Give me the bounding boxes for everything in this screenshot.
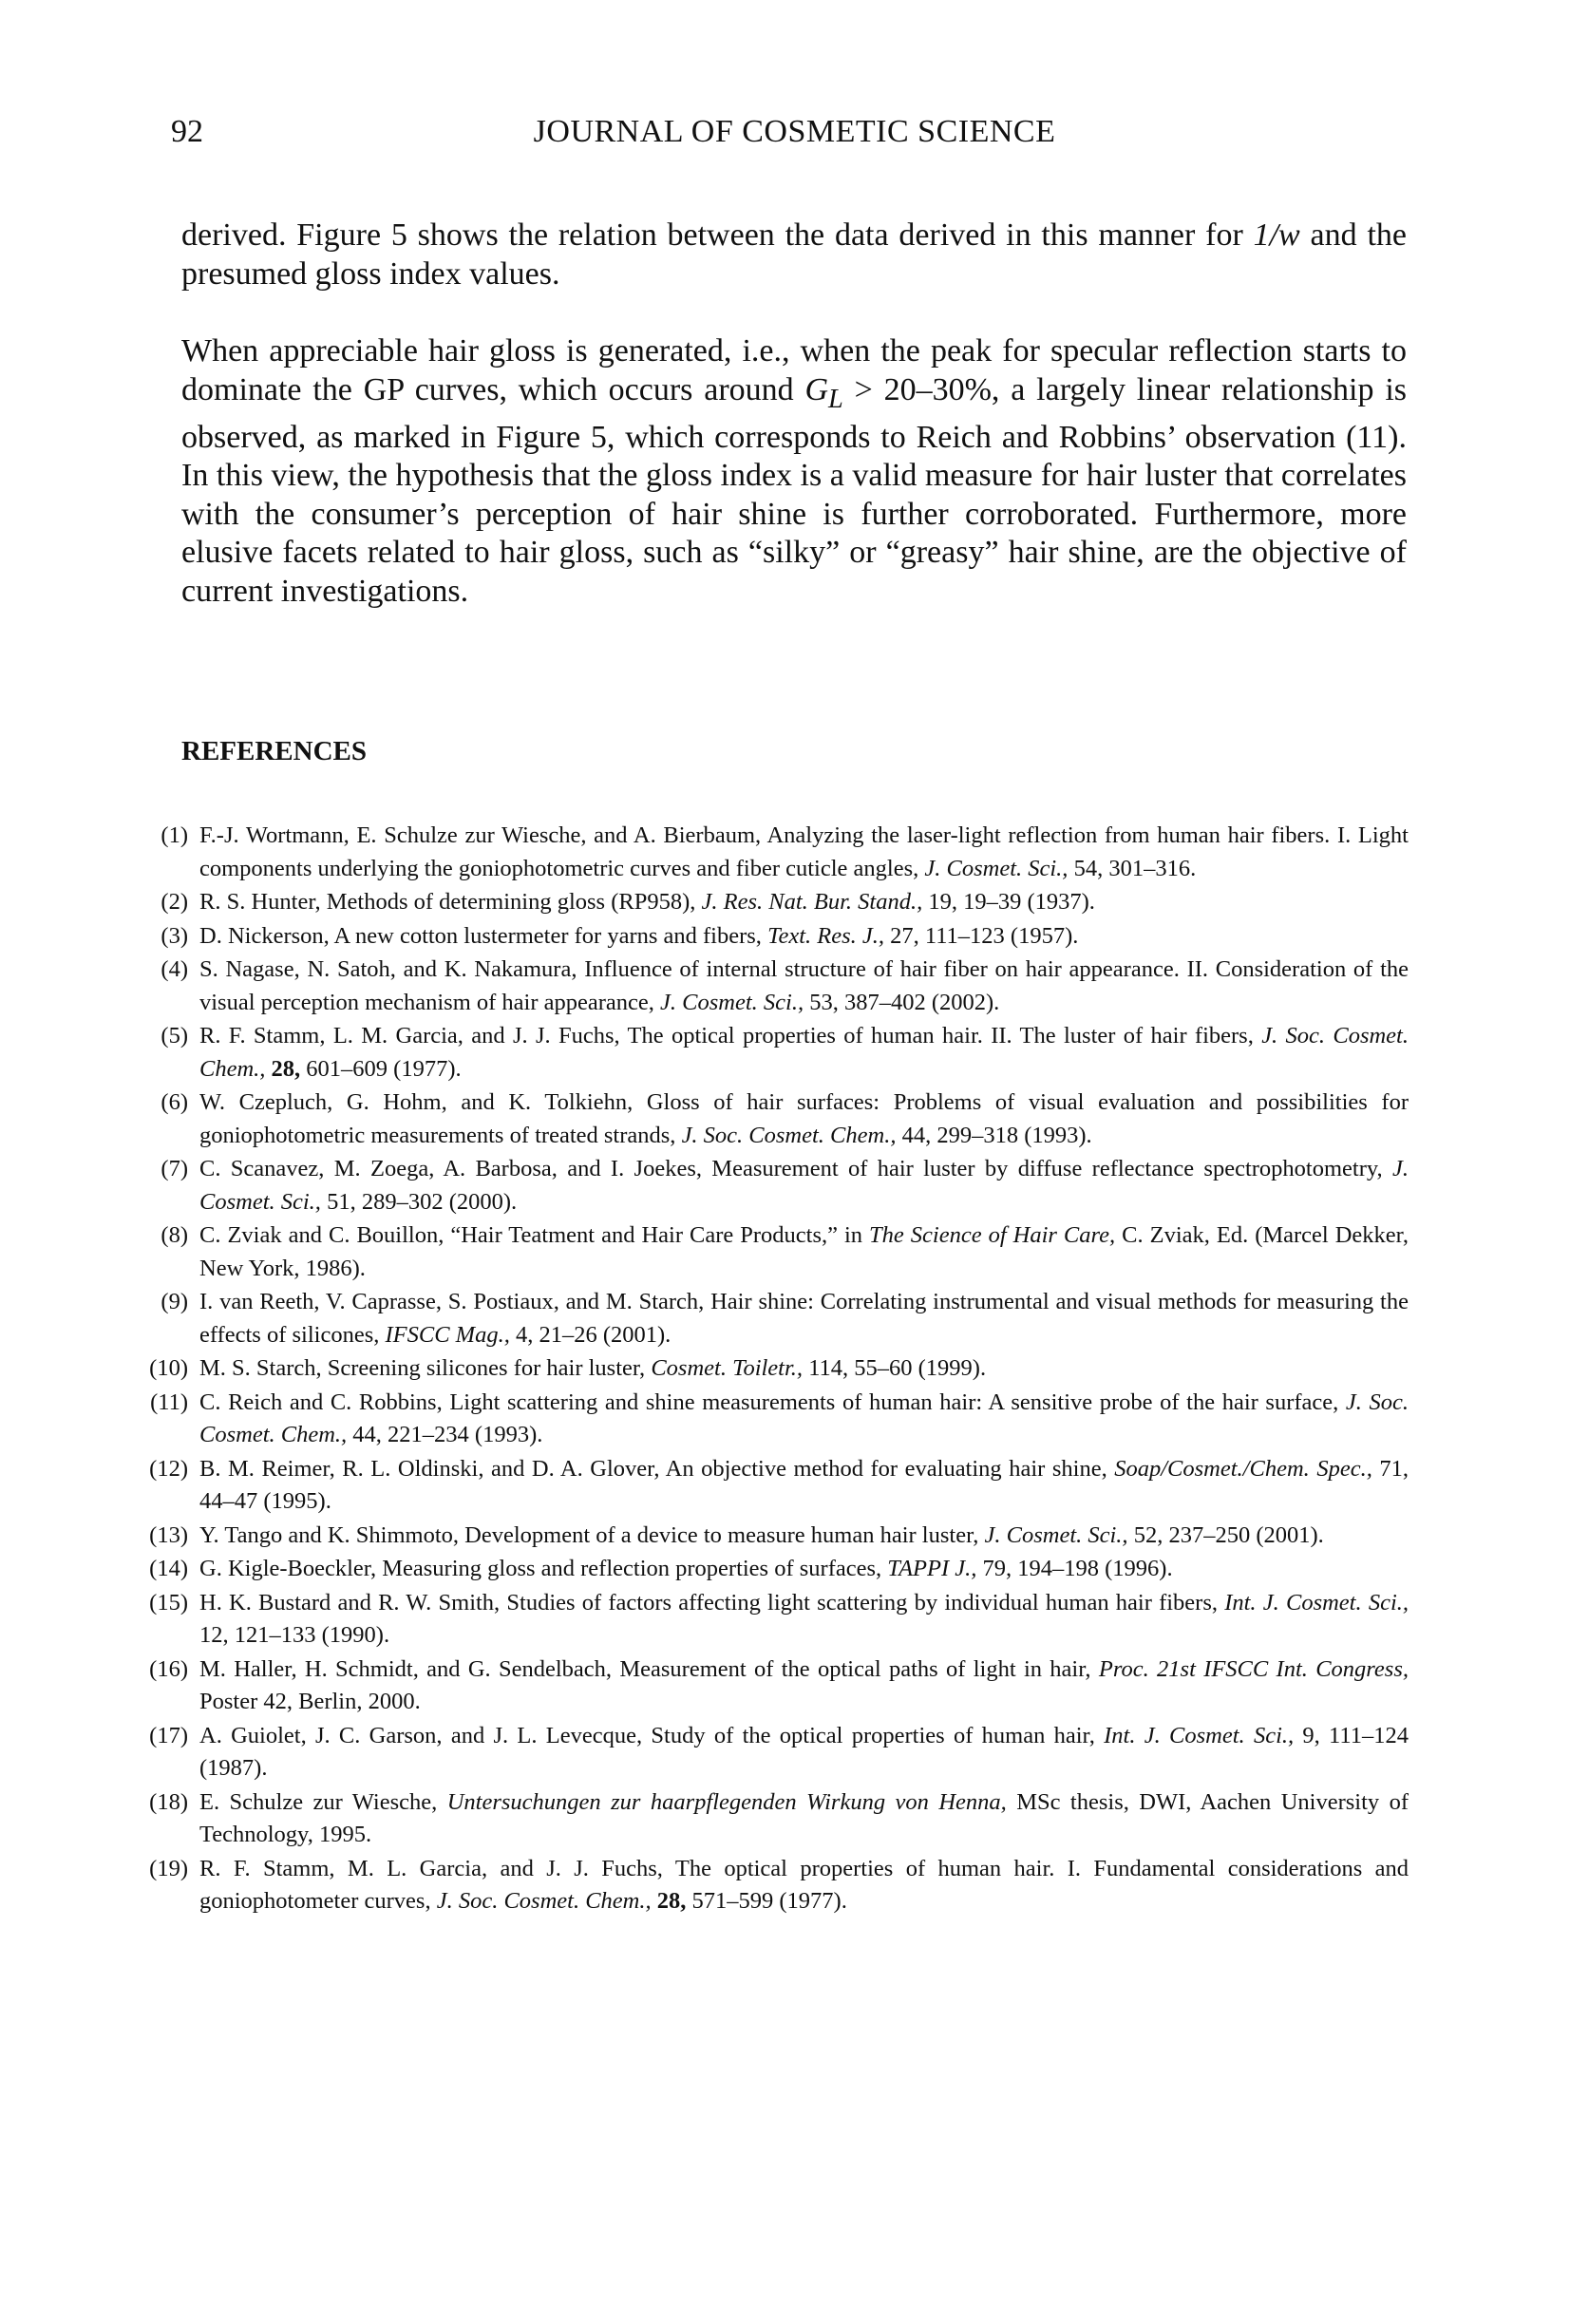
reference-number: (2) bbox=[161, 889, 188, 915]
text-run: Cosmet. Toiletr., bbox=[651, 1355, 804, 1381]
text-run: W. Czepluch, G. Hohm, and K. Tolkiehn, Gloss of hair surfaces: Problems of visual evaluation and possibilities for goniophotometric measurements of treated strands, bbox=[199, 1089, 1409, 1148]
text-run: R. F. Stamm, M. L. Garcia, and J. J. Fuchs, The optical properties of human hair. I. Fundamental considerations and goniophotometer curves, bbox=[199, 1855, 1409, 1914]
text-run: 601–609 (1977). bbox=[300, 1055, 462, 1082]
reference-text bbox=[199, 1587, 1409, 1653]
text-run: J. Cosmet. Sci., bbox=[660, 989, 804, 1015]
text-run: M. S. Starch, Screening silicones for hair luster, bbox=[199, 1355, 652, 1381]
text-run: J. Soc. Cosmet. Chem., bbox=[436, 1888, 652, 1914]
reference-number: (18) bbox=[149, 1788, 188, 1815]
reference-item bbox=[136, 1653, 1409, 1719]
reference-text bbox=[199, 954, 1409, 1019]
text-run: E. Schulze zur Wiesche, bbox=[199, 1788, 447, 1815]
page-number: 92 bbox=[171, 114, 203, 149]
text-run: R. F. Stamm, L. M. Garcia, and J. J. Fuchs, The optical properties of human hair. II. The luster of hair fibers, bbox=[199, 1023, 1262, 1049]
text-run: and the presumed gloss index values. bbox=[181, 217, 1407, 292]
reference-number: (11) bbox=[150, 1389, 188, 1415]
text-run: IFSCC Mag., bbox=[385, 1321, 510, 1348]
reference-text bbox=[199, 1086, 1409, 1152]
reference-number: (10) bbox=[149, 1355, 188, 1381]
text-run: G bbox=[804, 371, 829, 407]
reference-text bbox=[199, 886, 1409, 919]
reference-item bbox=[136, 820, 1409, 885]
reference-number: (9) bbox=[161, 1289, 188, 1314]
reference-text bbox=[199, 1020, 1409, 1086]
reference-number: (17) bbox=[149, 1722, 188, 1748]
text-run: 27, 111–123 (1957). bbox=[884, 922, 1079, 949]
reference-item bbox=[136, 954, 1409, 1019]
text-run: Soap/Cosmet./Chem. Spec., bbox=[1114, 1455, 1372, 1482]
reference-item bbox=[136, 1786, 1409, 1852]
text-run: M. Haller, H. Schmidt, and G. Sendelbach, Measurement of the optical paths of light in hair, bbox=[199, 1655, 1099, 1682]
text-run: Untersuchungen zur haarpflegenden Wirkung von Henna, bbox=[446, 1788, 1007, 1815]
body-paragraph bbox=[181, 217, 1407, 293]
text-run: I. van Reeth, V. Caprasse, S. Postiaux, and M. Starch, Hair shine: Correlating instrumental and visual methods for measuring the effects of silicones, bbox=[199, 1289, 1409, 1348]
text-run: 79, 194–198 (1996). bbox=[976, 1556, 1173, 1581]
reference-item bbox=[136, 1020, 1409, 1086]
reference-text bbox=[199, 1352, 1409, 1386]
text-run: 51, 289–302 (2000). bbox=[320, 1188, 518, 1215]
text-run: H. K. Bustard and R. W. Smith, Studies of factors affecting light scattering by individual human hair fibers, bbox=[199, 1589, 1225, 1615]
reference-number: (5) bbox=[161, 1023, 188, 1049]
text-run: 52, 237–250 (2001). bbox=[1127, 1521, 1324, 1548]
reference-item bbox=[136, 1086, 1409, 1152]
reference-number: (1) bbox=[161, 822, 188, 848]
text-run: C. Zviak, Ed. (Marcel Dekker, New York, 1986). bbox=[199, 1222, 1409, 1281]
running-head: JOURNAL OF COSMETIC SCIENCE bbox=[533, 114, 1056, 149]
text-run: 28, bbox=[271, 1055, 301, 1082]
text-run: 44, 299–318 (1993). bbox=[896, 1122, 1092, 1148]
reference-item bbox=[136, 886, 1409, 919]
text-run: 54, 301–316. bbox=[1068, 855, 1197, 881]
reference-item bbox=[136, 1453, 1409, 1519]
reference-text bbox=[199, 1853, 1409, 1918]
reference-item bbox=[136, 1520, 1409, 1553]
text-run: F.-J. Wortmann, E. Schulze zur Wiesche, and A. Bierbaum, Analyzing the laser-light reflection from human hair fibers. I. Light components underlying the goniophotometric curves and fiber cuticle angles, bbox=[199, 822, 1409, 881]
text-run: 9, 111–124 (1987). bbox=[199, 1722, 1409, 1781]
reference-number: (4) bbox=[161, 956, 188, 982]
reference-item bbox=[136, 1153, 1409, 1219]
reference-item bbox=[136, 1352, 1409, 1386]
reference-text bbox=[199, 1219, 1409, 1285]
text-run: MSc thesis, DWI, Aachen University of Technology, 1995. bbox=[199, 1788, 1409, 1847]
text-run: Y. Tango and K. Shimmoto, Development of a device to measure human hair luster, bbox=[199, 1521, 985, 1548]
text-run: 1/w bbox=[1253, 217, 1300, 253]
text-run: 53, 387–402 (2002). bbox=[804, 989, 1000, 1015]
text-run: C. Reich and C. Robbins, Light scattering and shine measurements of human hair: A sensitive probe of the hair surface, bbox=[199, 1389, 1346, 1415]
reference-item bbox=[136, 1553, 1409, 1586]
text-run: Poster 42, Berlin, 2000. bbox=[199, 1689, 421, 1714]
text-run: G. Kigle-Boeckler, Measuring gloss and reflection properties of surfaces, bbox=[199, 1556, 888, 1581]
text-run: Int. J. Cosmet. Sci., bbox=[1104, 1722, 1295, 1748]
reference-text bbox=[199, 920, 1409, 954]
text-run: 12, 121–133 (1990). bbox=[199, 1622, 390, 1648]
text-run: 19, 19–39 (1937). bbox=[922, 889, 1095, 915]
reference-number: (19) bbox=[149, 1855, 188, 1881]
reference-item bbox=[136, 1853, 1409, 1918]
text-run: L bbox=[828, 384, 843, 414]
text-run: 71, 44–47 (1995). bbox=[199, 1455, 1409, 1514]
reference-text bbox=[199, 1520, 1409, 1553]
text-run: A. Guiolet, J. C. Garson, and J. L. Levecque, Study of the optical properties of human hair, bbox=[199, 1722, 1105, 1748]
reference-text bbox=[199, 1786, 1409, 1852]
text-run: > 20–30%, a largely linear relationship is observed, as marked in Figure 5, which corresponds to Reich and Robbins’ observation (11). In this view, the hypothesis that the gloss index is a valid measure for hair luster that correlates with the consumer’s perception of hair shine is further corroborated. Furthermore, more elusive facets related to hair gloss, such as “silky” or “greasy” hair shine, are the objective of current investigations. bbox=[181, 371, 1407, 609]
text-run: D. Nickerson, A new cotton lustermeter for yarns and fibers, bbox=[199, 922, 768, 949]
reference-text bbox=[199, 1387, 1409, 1452]
reference-text bbox=[199, 1286, 1409, 1351]
reference-text bbox=[199, 1553, 1409, 1586]
reference-text bbox=[199, 1153, 1409, 1219]
text-run: S. Nagase, N. Satoh, and K. Nakamura, Influence of internal structure of hair fiber on hair appearance. II. Consideration of the visual perception mechanism of hair appearance, bbox=[199, 956, 1409, 1015]
reference-text bbox=[199, 1453, 1409, 1519]
text-run: TAPPI J., bbox=[887, 1556, 977, 1581]
text-run: 28, bbox=[656, 1888, 687, 1914]
text-run: J. Soc. Cosmet. Chem., bbox=[199, 1023, 1409, 1082]
references-list bbox=[136, 820, 1409, 1919]
body-paragraph bbox=[181, 332, 1407, 611]
reference-number: (3) bbox=[161, 922, 188, 949]
text-run: B. M. Reimer, R. L. Oldinski, and D. A. Glover, An objective method for evaluating hair shine, bbox=[199, 1455, 1115, 1482]
text-run: 114, 55–60 (1999). bbox=[803, 1355, 987, 1381]
text-run: J. Cosmet. Sci., bbox=[924, 855, 1069, 881]
text-run: J. Soc. Cosmet. Chem., bbox=[681, 1122, 897, 1148]
text-run: derived. Figure 5 shows the relation between the data derived in this manner for bbox=[181, 217, 1254, 253]
reference-number: (7) bbox=[161, 1156, 188, 1181]
text-run: 4, 21–26 (2001). bbox=[509, 1321, 672, 1348]
text-run: J. Soc. Cosmet. Chem., bbox=[199, 1389, 1409, 1447]
text-run: Text. Res. J., bbox=[767, 922, 884, 949]
references-heading: REFERENCES bbox=[181, 736, 367, 766]
reference-number: (8) bbox=[161, 1222, 188, 1248]
reference-number: (15) bbox=[149, 1589, 188, 1615]
text-run: C. Zviak and C. Bouillon, “Hair Teatment and Hair Care Products,” in bbox=[199, 1222, 870, 1248]
reference-item bbox=[136, 1219, 1409, 1285]
text-run: Int. J. Cosmet. Sci., bbox=[1224, 1589, 1409, 1615]
text-run: J. Res. Nat. Bur. Stand., bbox=[701, 889, 923, 915]
reference-item bbox=[136, 1387, 1409, 1452]
text-run: J. Cosmet. Sci., bbox=[984, 1521, 1128, 1548]
text-run: When appreciable hair gloss is generated, i.e., when the peak for specular reflection starts to dominate the GP curves, which occurs around bbox=[181, 333, 1407, 407]
reference-number: (6) bbox=[161, 1089, 188, 1115]
reference-number: (14) bbox=[149, 1556, 188, 1581]
reference-item bbox=[136, 1286, 1409, 1351]
text-run: 44, 221–234 (1993). bbox=[347, 1422, 543, 1447]
text-run: C. Scanavez, M. Zoega, A. Barbosa, and I. Joekes, Measurement of hair luster by diffuse reflectance spectrophotometry, bbox=[199, 1156, 1392, 1181]
reference-number: (13) bbox=[149, 1521, 188, 1548]
reference-number: (12) bbox=[149, 1455, 188, 1482]
text-run: The Science of Hair Care, bbox=[869, 1222, 1116, 1248]
reference-item bbox=[136, 920, 1409, 954]
reference-text bbox=[199, 1720, 1409, 1786]
text-run: Proc. 21st IFSCC Int. Congress, bbox=[1098, 1655, 1409, 1682]
reference-text bbox=[199, 820, 1409, 885]
reference-item bbox=[136, 1720, 1409, 1786]
text-run: J. Cosmet. Sci., bbox=[199, 1156, 1409, 1215]
text-run: 571–599 (1977). bbox=[686, 1888, 847, 1914]
reference-number: (16) bbox=[149, 1655, 188, 1682]
text-run: R. S. Hunter, Methods of determining gloss (RP958), bbox=[199, 889, 702, 915]
reference-text bbox=[199, 1653, 1409, 1719]
reference-item bbox=[136, 1587, 1409, 1653]
